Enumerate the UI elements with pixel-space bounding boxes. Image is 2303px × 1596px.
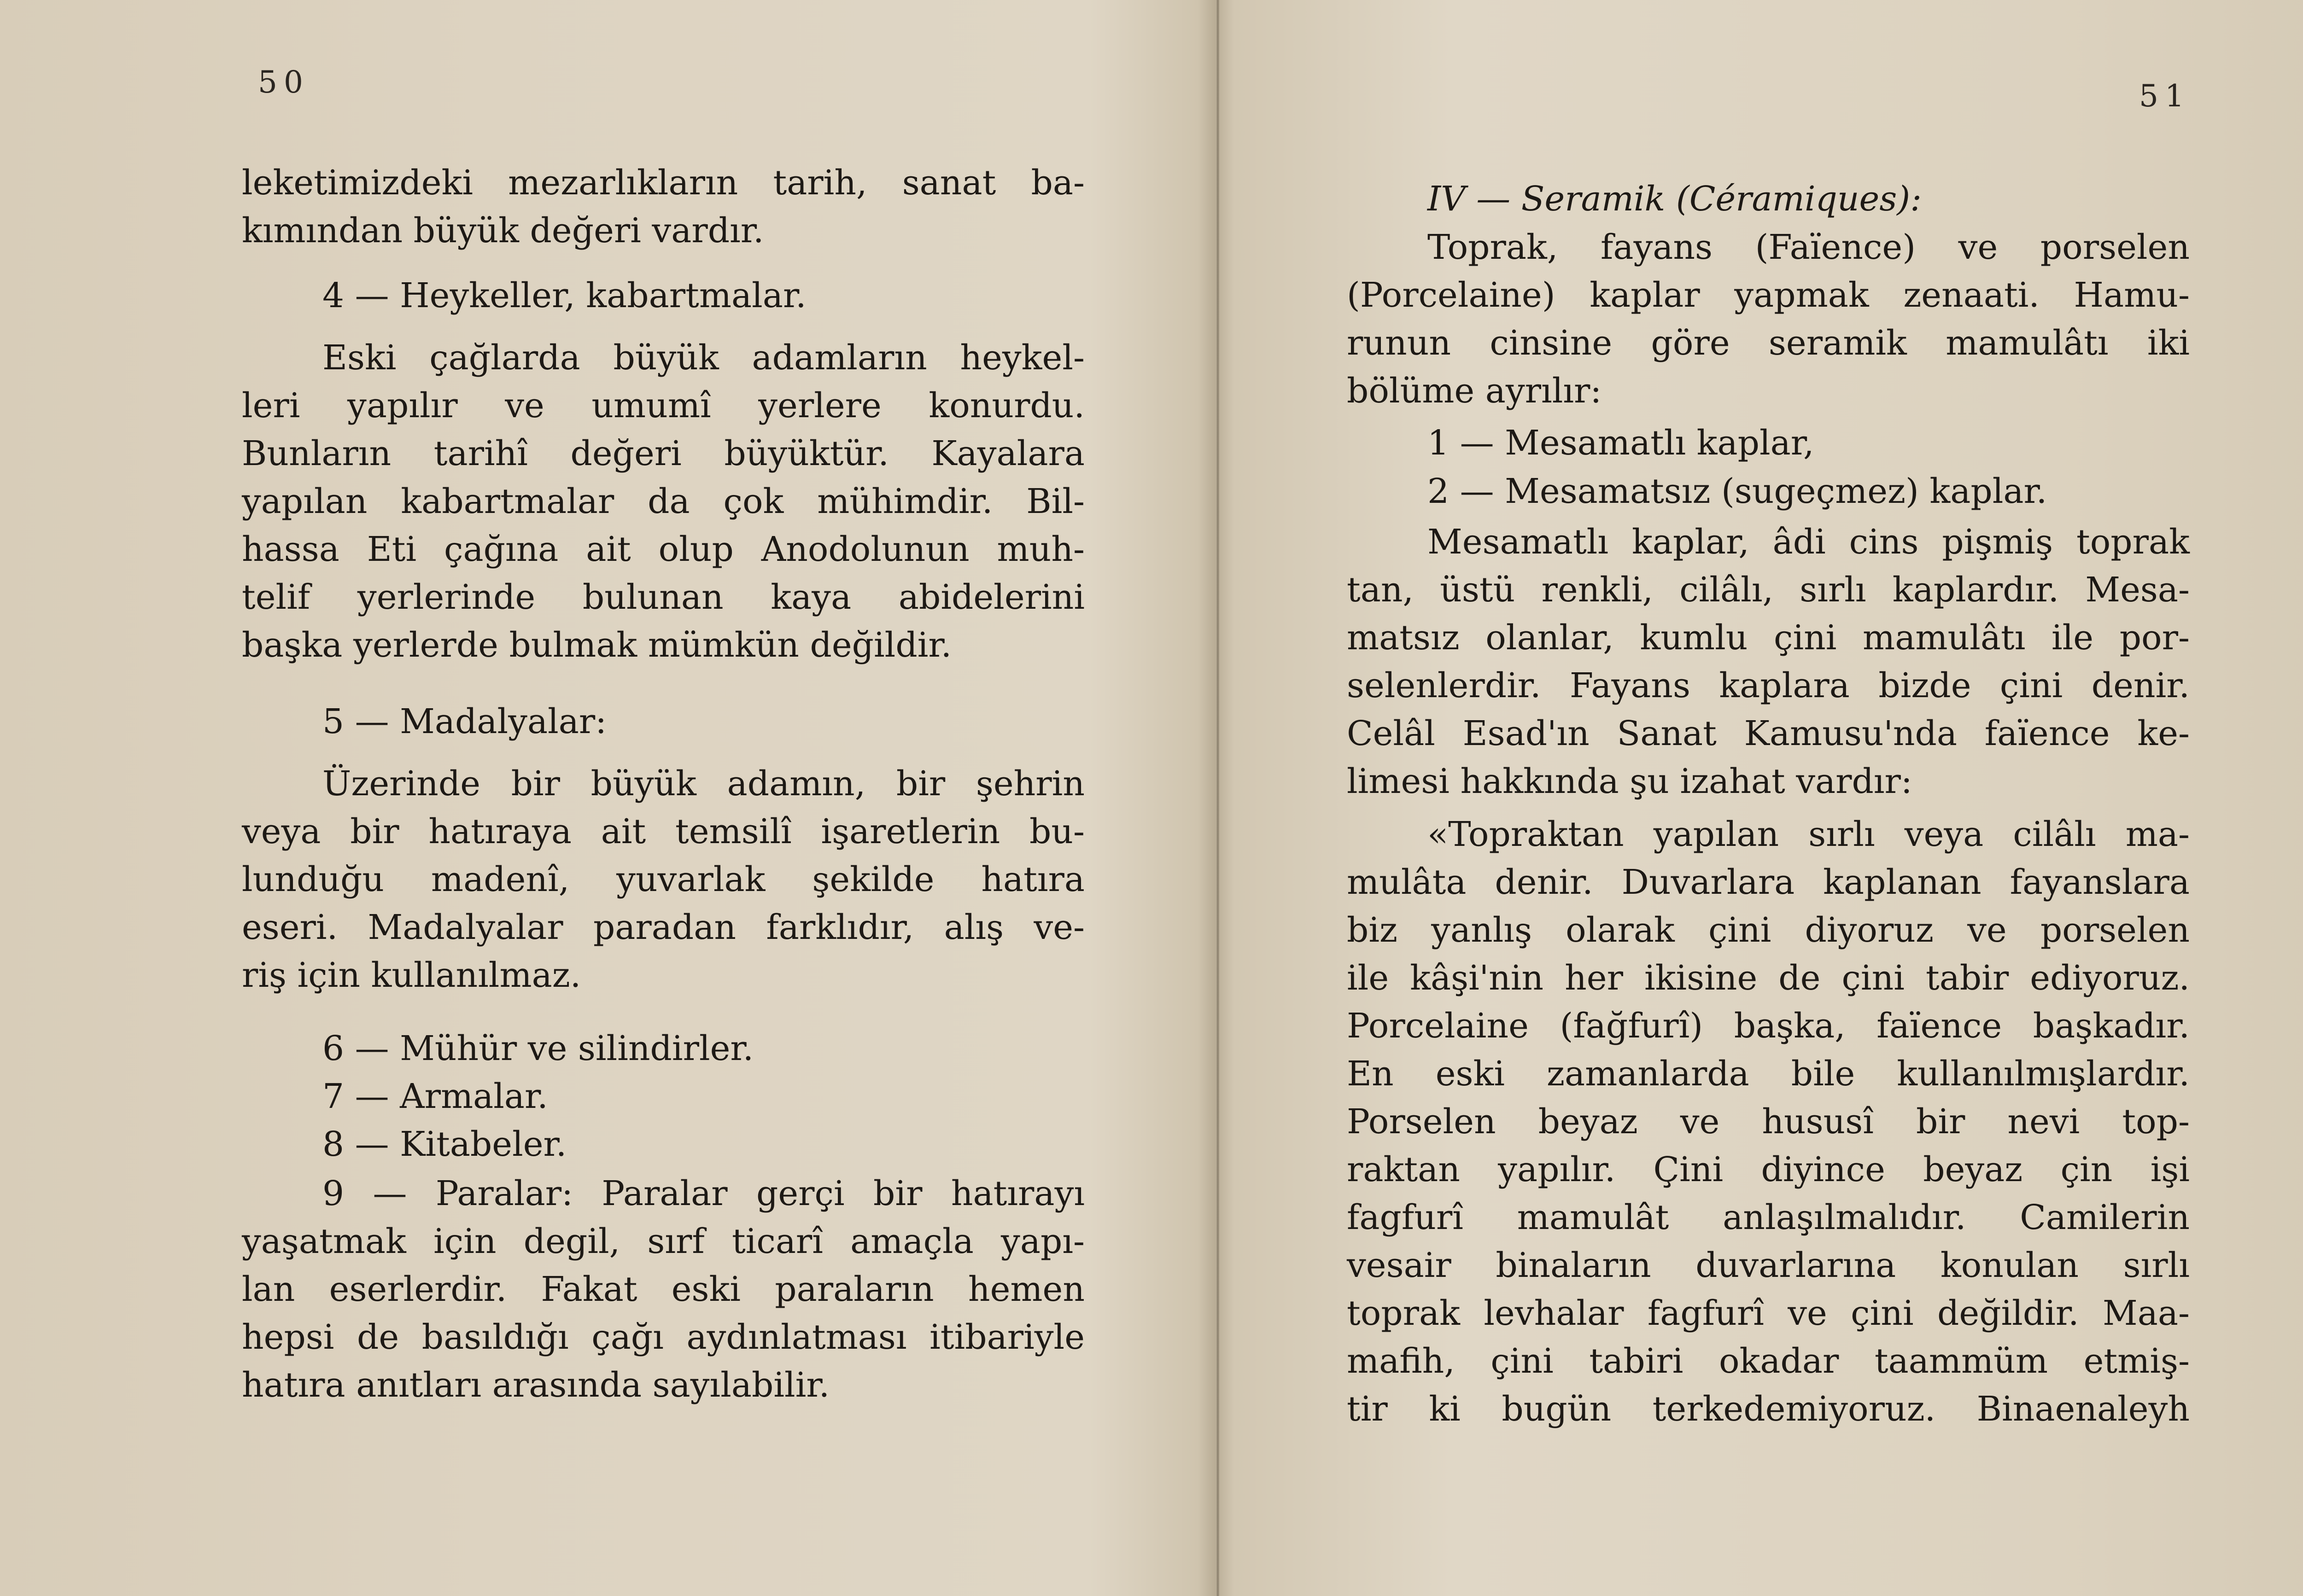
text-line: biz yanlış olarak çini diyoruz ve porselen [1347, 910, 2190, 950]
paragraph [1347, 419, 2190, 467]
paragraph [242, 760, 1085, 999]
text-line: fagfurî mamulât anlaşılmalıdır. Camilerin [1347, 1198, 2190, 1237]
text-line: riş için kullanılmaz. [242, 955, 581, 995]
text-line: telif yerlerinde bulunan kaya abidelerini [242, 577, 1085, 617]
text-line: ile kâşi'nin her ikisine de çini tabir ediyoruz. [1347, 958, 2190, 998]
text-line: leketimizdeki mezarlıkların tarih, sanat ba- [242, 163, 1085, 203]
text-line: Toprak, fayans (Faïence) ve porselen [1427, 227, 2190, 267]
text-line: veya bir hatıraya ait temsilî işaretlerin bu- [242, 812, 1085, 851]
text-line: leri yapılır ve umumî yerlere konurdu. [242, 386, 1085, 425]
text-line: yaşatmak için degil, sırf ticarî amaçla yapı- [242, 1222, 1085, 1261]
text-line: Porcelaine (fağfurî) başka, faïence başkadır. [1347, 1006, 2190, 1046]
paragraph [242, 1170, 1085, 1409]
text-line: lan eserlerdir. Fakat eski paraların hemen [242, 1270, 1085, 1309]
book-gutter [1216, 0, 1220, 1596]
section-heading: IV — Seramik (Céramiques): [1427, 179, 1922, 219]
paragraph [242, 272, 1085, 320]
paragraph [242, 1025, 1085, 1168]
text-line: toprak levhalar fagfurî ve çini değildir. Maa- [1347, 1293, 2190, 1333]
text-line: bölüme ayrılır: [1347, 371, 1602, 411]
text-line: Mesamatlı kaplar, âdi cins pişmiş toprak [1427, 522, 2190, 562]
text-line: selenlerdir. Fayans kaplara bizde çini denir. [1347, 666, 2190, 705]
paragraph [242, 698, 1085, 746]
paragraph [1347, 467, 2190, 515]
list-item: 5 — Madalyalar: [322, 702, 607, 741]
text-line: lunduğu madenî, yuvarlak şekilde hatıra [242, 860, 1085, 899]
text-line: Bunların tarihî değeri büyüktür. Kayalara [242, 434, 1085, 473]
text-line: başka yerlerde bulmak mümkün değildir. [242, 625, 952, 665]
page-number: 51 [2139, 78, 2191, 114]
paragraph [1347, 223, 2190, 415]
text-line: En eski zamanlarda bile kullanılmışlardır. [1347, 1054, 2190, 1094]
text-line: limesi hakkında şu izahat vardır: [1347, 762, 1912, 801]
paragraph [242, 159, 1085, 255]
right-page [1222, 0, 2303, 1596]
text-line: Eski çağlarda büyük adamların heykel- [322, 338, 1085, 378]
paragraph [1347, 810, 2190, 1433]
text-line: raktan yapılır. Çini diyince beyaz çin işi [1347, 1150, 2190, 1189]
list-item: 4 — Heykeller, kabartmalar. [322, 276, 807, 315]
page-number: 50 [258, 64, 310, 100]
text-line: tir ki bugün terkedemiyoruz. Binaenaleyh [1347, 1389, 2190, 1429]
text-line: «Topraktan yapılan sırlı veya cilâlı ma- [1427, 815, 2190, 854]
text-line: (Porcelaine) kaplar yapmak zenaati. Hamu- [1347, 275, 2190, 315]
list-item: 2 — Mesamatsız (sugeçmez) kaplar. [1427, 472, 2047, 511]
text-line: Celâl Esad'ın Sanat Kamusu'nda faïence ke- [1347, 714, 2190, 753]
paragraph [242, 334, 1085, 669]
text-line: kımından büyük değeri vardır. [242, 211, 764, 250]
list-item: 6 — Mühür ve silindirler. [322, 1029, 754, 1068]
text-line: runun cinsine göre seramik mamulâtı iki [1347, 323, 2190, 363]
text-line: matsız olanlar, kumlu çini mamulâtı ile por- [1347, 618, 2190, 658]
list-item: 7 — Armalar. [322, 1077, 548, 1116]
list-item: 8 — Kitabeler. [322, 1124, 567, 1164]
text-line: 9 — Paralar: Paralar gerçi bir hatırayı [322, 1174, 1085, 1213]
list-item: 1 — Mesamatlı kaplar, [1427, 423, 1814, 463]
text-line: vesair binaların duvarlarına konulan sırlı [1347, 1246, 2190, 1285]
text-line: yapılan kabartmalar da çok mühimdir. Bil- [242, 482, 1085, 521]
text-line: hatıra anıtları arasında sayılabilir. [242, 1365, 830, 1405]
text-line: mulâta denir. Duvarlara kaplanan fayanslara [1347, 862, 2190, 902]
text-line: tan, üstü renkli, cilâlı, sırlı kaplardır. Mesa- [1347, 570, 2190, 610]
text-line: Üzerinde bir büyük adamın, bir şehrin [322, 764, 1085, 804]
paragraph [1347, 518, 2190, 805]
text-line: mafih, çini tabiri okadar taammüm etmiş- [1347, 1341, 2190, 1381]
paragraph [1347, 175, 2190, 223]
text-line: eseri. Madalyalar paradan farklıdır, alış ve- [242, 908, 1085, 947]
text-line: Porselen beyaz ve hususî bir nevi top- [1347, 1102, 2190, 1142]
text-line: hepsi de basıldığı çağı aydınlatması itibariyle [242, 1317, 1085, 1357]
text-line: hassa Eti çağına ait olup Anodolunun muh- [242, 530, 1085, 569]
